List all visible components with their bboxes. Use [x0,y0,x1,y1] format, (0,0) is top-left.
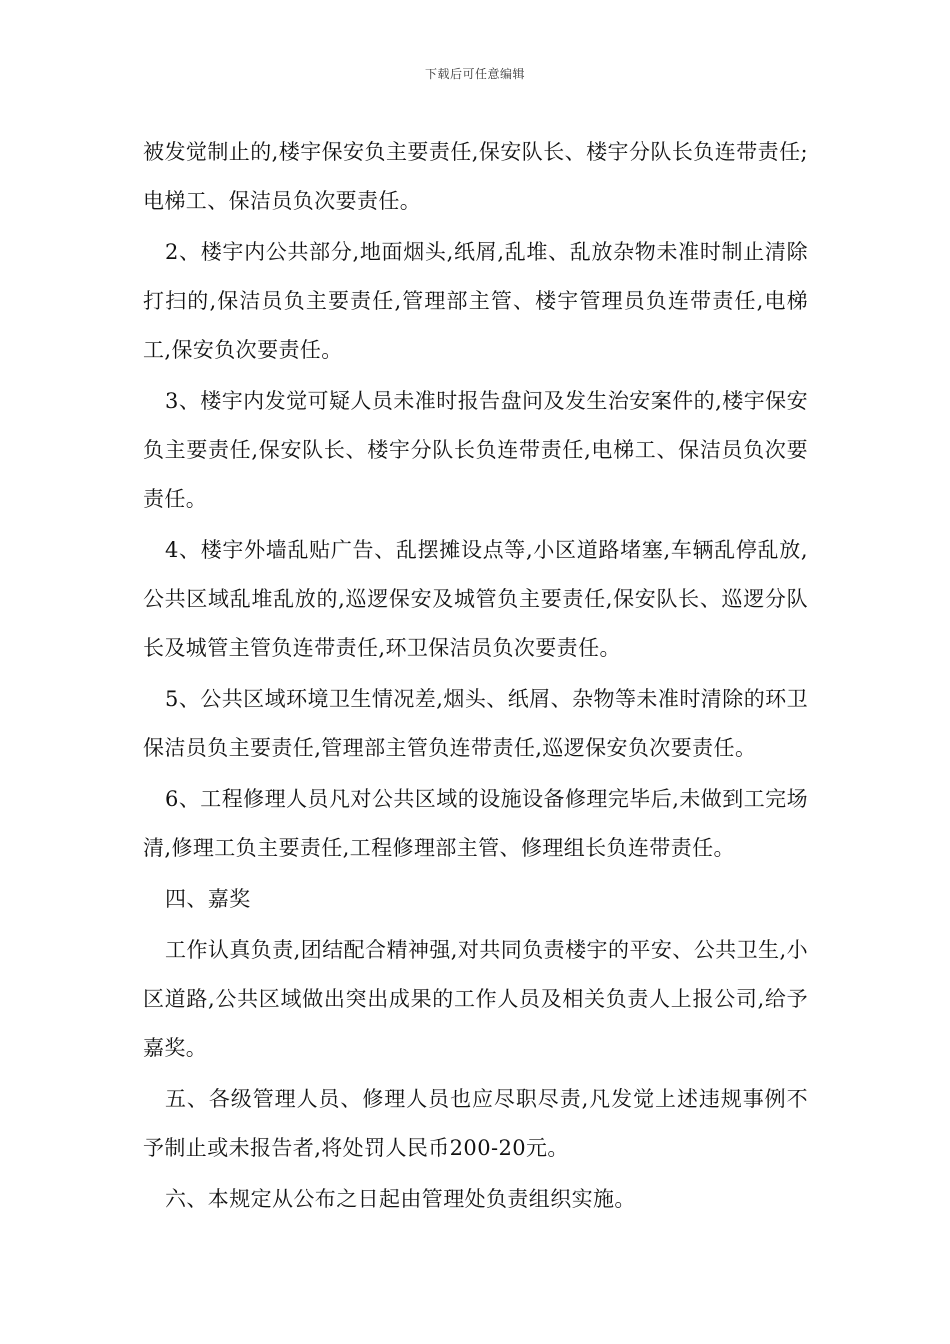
section-five: 五、各级管理人员、修理人员也应尽职尽责,凡发觉上述违规事例不予制止或未报告者,将处罚人民币200-20元。 [143,1087,808,1160]
paragraph-item-3: 3、楼宇内发觉可疑人员未准时报告盘问及发生治安案件的,楼宇保安负主要责任,保安队长、楼宇分队长负连带责任,电梯工、保洁员负次要责任。 [143,389,808,511]
page-header: 下载后可任意编辑 [424,67,525,81]
paragraph-rewards: 工作认真负责,团结配合精神强,对共同负责楼宇的平安、公共卫生,小区道路,公共区域做出突出成果的工作人员及相关负责人上报公司,给予嘉奖。 [143,938,808,1060]
section-six: 六、本规定从公布之日起由管理处负责组织实施。 [165,1187,636,1211]
document-body [143,128,808,1226]
paragraph-item-6: 6、工程修理人员凡对公共区域的设施设备修理完毕后,未做到工完场清,修理工负主要责任,工程修理部主管、修理组长负连带责任。 [143,787,808,860]
paragraph-item-2: 2、楼宇内公共部分,地面烟头,纸屑,乱堆、乱放杂物未准时制止清除打扫的,保洁员负主要责任,管理部主管、楼宇管理员负连带责任,电梯工,保安负次要责任。 [143,240,808,362]
paragraph-item-5: 5、公共区域环境卫生情况差,烟头、纸屑、杂物等未准时清除的环卫保洁员负主要责任,管理部主管负连带责任,巡逻保安负次要责任。 [143,687,808,760]
paragraph-continuation: 被发觉制止的,楼宇保安负主要责任,保安队长、楼宇分队长负连带责任;电梯工、保洁员负次要责任。 [143,140,808,213]
section-heading-rewards: 四、嘉奖 [165,887,251,911]
paragraph-item-4: 4、楼宇外墙乱贴广告、乱摆摊设点等,小区道路堵塞,车辆乱停乱放,公共区域乱堆乱放的,巡逻保安及城管负主要责任,保安队长、巡逻分队长及城管主管负连带责任,环卫保洁员负次要责任。 [143,538,808,660]
